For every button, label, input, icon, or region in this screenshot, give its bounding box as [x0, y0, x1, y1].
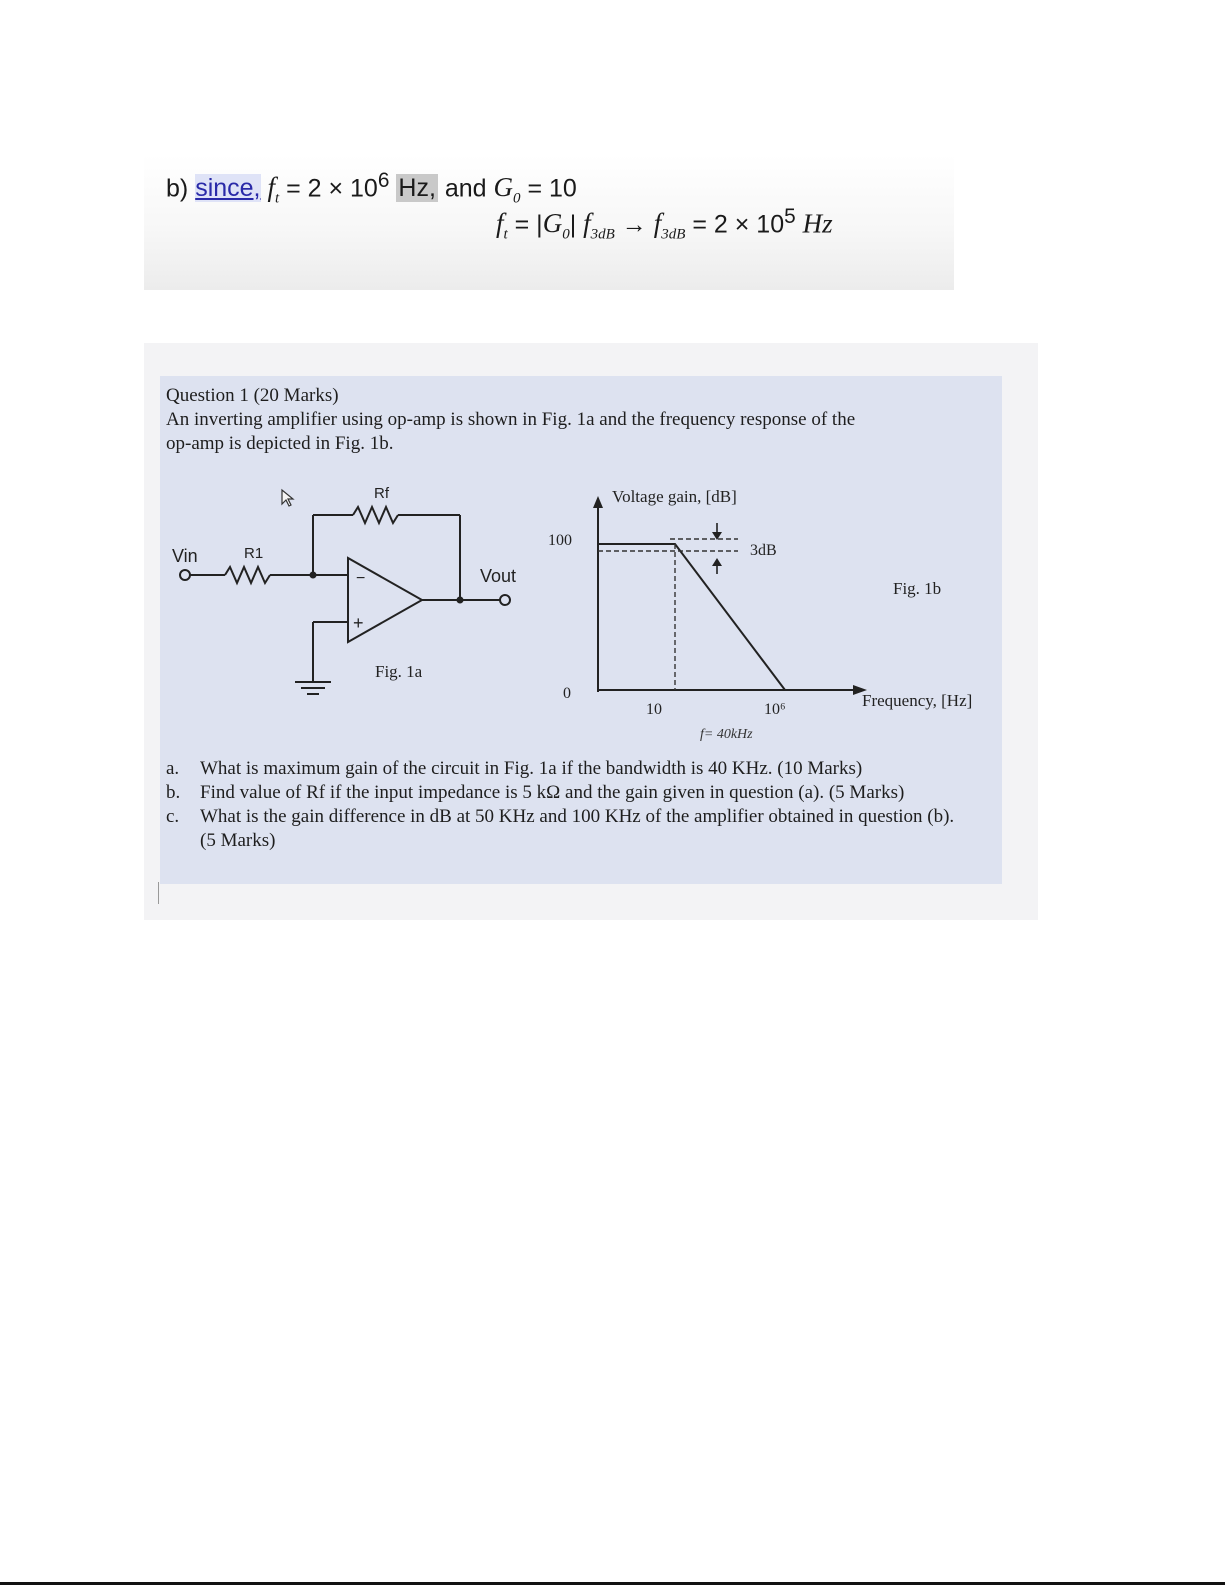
three-db-annotation: 3dB	[750, 542, 777, 559]
r1-resistor	[225, 567, 270, 583]
fig1b-caption: Fig. 1b	[893, 579, 942, 598]
fig1a-caption: Fig. 1a	[375, 662, 423, 681]
ft-value: = 2 × 10	[279, 174, 378, 203]
answer-snippet	[144, 155, 954, 290]
text-caret	[158, 882, 159, 904]
question-title: Question 1 (20 Marks)	[166, 385, 339, 406]
question-item-c: c. What is the gain difference in dB at 50 KHz and 100 KHz of the amplifier obtained in question (b). (5 Marks)	[166, 806, 955, 851]
vout-label: Vout	[480, 566, 517, 586]
response-curve	[598, 544, 785, 690]
question-item-a: a. What is maximum gain of the circuit in Fig. 1a if the bandwidth is 40 KHz. (10 Marks)	[166, 758, 863, 779]
cursor-icon	[282, 490, 293, 506]
x-tick-label: 10	[646, 701, 662, 718]
r1-label: R1	[244, 545, 264, 562]
answer-line-1: b) since, $f_t = 2 \times 10^6$ Hz, and $G_0 = 10$	[166, 169, 577, 207]
answer-line-2: $f_t = |G_0|$ $f_{3dB} \to f_{3dB} = 2 \times 10^5$ Hz	[496, 205, 833, 243]
plus-sign: +	[353, 613, 364, 633]
circuit-diagram	[160, 470, 540, 710]
question-item-b: b. Find value of Rf if the input impedance is 5 kΩ and the gain given in question (a). (5 Marks)	[166, 782, 905, 803]
y-axis-arrow-icon	[593, 496, 603, 508]
y-axis-label: Voltage gain, [dB]	[612, 487, 737, 506]
vout-terminal	[500, 595, 510, 605]
handwritten-note: f= 40kHz	[700, 727, 753, 742]
g0-value: = 10	[520, 174, 577, 203]
hz-italic: Hz	[802, 208, 833, 239]
x-tick-label: 10⁶	[764, 701, 786, 718]
frequency-response-chart	[540, 478, 995, 758]
question-items	[166, 757, 966, 853]
junction-dot	[457, 597, 464, 604]
y-tick-label: 100	[548, 532, 572, 549]
hz-unit: Hz,	[398, 174, 436, 203]
down-arrow-icon	[712, 523, 722, 540]
since-word: since,	[195, 174, 261, 203]
ft-symbol: $f_t$	[267, 172, 280, 207]
rf-resistor	[353, 507, 398, 523]
rf-label: Rf	[374, 485, 389, 502]
g0-symbol: $G_0$	[493, 172, 521, 207]
x-axis-label: Frequency, [Hz]	[862, 691, 973, 710]
arrow-symbol: →	[614, 210, 654, 239]
f3db-value: = 2 × 10	[685, 210, 785, 239]
up-arrow-icon	[712, 558, 722, 574]
vin-label: Vin	[172, 546, 198, 566]
question-intro-line2: op-amp is depicted in Fig. 1b.	[166, 433, 394, 454]
answer-prefix: b)	[166, 174, 196, 203]
junction-dot	[310, 572, 317, 579]
question-intro-line1: An inverting amplifier using op-amp is shown in Fig. 1a and the frequency response of the	[166, 409, 856, 430]
y-tick-label: 0	[563, 685, 571, 702]
minus-sign: −	[356, 570, 366, 587]
vin-terminal	[180, 570, 190, 580]
ft-exponent: 6	[377, 169, 390, 192]
